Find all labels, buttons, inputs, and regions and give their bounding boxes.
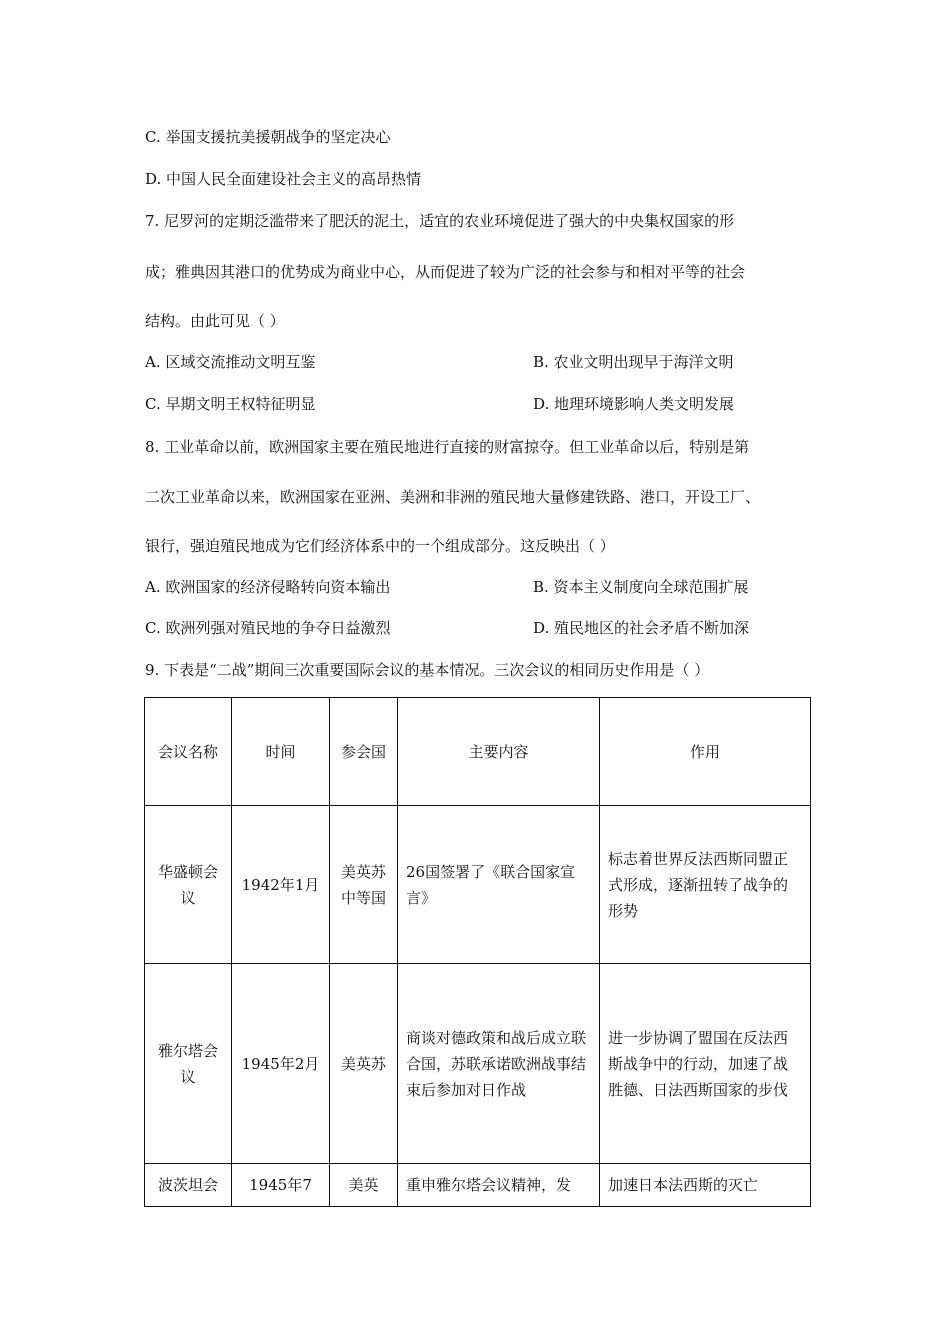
header-name: 会议名称 — [145, 698, 232, 806]
q8-stem-line-3: 银行，强迫殖民地成为它们经济体系中的一个组成部分。这反映出（ ） — [145, 537, 615, 555]
cell-effect: 加速日本法西斯的灭亡 — [600, 1164, 811, 1207]
header-content: 主要内容 — [398, 698, 600, 806]
cell-effect: 进一步协调了盟国在反法西斯战争中的行动，加速了战胜德、日法西斯国家的步伐 — [600, 964, 811, 1164]
header-countries: 参会国 — [330, 698, 398, 806]
cell-countries: 美英苏 — [330, 964, 398, 1164]
cell-name: 雅尔塔会议 — [145, 964, 232, 1164]
cell-countries: 美英苏中等国 — [330, 806, 398, 964]
cell-time: 1945年7 — [232, 1164, 330, 1207]
q8-option-c: C. 欧洲列强对殖民地的争夺日益激烈 — [145, 619, 391, 637]
q8-stem-line-2: 二次工业革命以来，欧洲国家在亚洲、美洲和非洲的殖民地大量修建铁路、港口，开设工厂、 — [145, 488, 761, 506]
cell-countries: 美英 — [330, 1164, 398, 1207]
q8-stem-line-1: 8. 工业革命以前，欧洲国家主要在殖民地进行直接的财富掠夺。但工业革命以后，特别是第 — [145, 438, 750, 456]
q7-stem-line-3: 结构。由此可见（ ） — [145, 312, 285, 330]
q7-option-a: A. 区域交流推动文明互鉴 — [145, 353, 316, 371]
q7-stem-line-2: 成；雅典因其港口的优势成为商业中心，从而促进了较为广泛的社会参与和相对平等的社会 — [145, 263, 746, 281]
q7-stem-line-1: 7. 尼罗河的定期泛滥带来了肥沃的泥土，适宜的农业环境促进了强大的中央集权国家的形 — [145, 212, 735, 230]
table-row — [145, 806, 811, 964]
q6-option-d: D. 中国人民全面建设社会主义的高昂热情 — [145, 170, 422, 188]
q7-option-d: D. 地理环境影响人类文明发展 — [533, 395, 735, 413]
q9-stem: 9. 下表是“二战”期间三次重要国际会议的基本情况。三次会议的相同历史作用是（ ） — [145, 661, 710, 679]
cell-content: 26国签署了《联合国家宣言》 — [398, 806, 600, 964]
table-header-row — [145, 698, 811, 806]
cell-name: 波茨坦会 — [145, 1164, 232, 1207]
header-effect: 作用 — [600, 698, 811, 806]
q6-option-c: C. 举国支援抗美援朝战争的坚定决心 — [145, 128, 391, 146]
cell-content: 重申雅尔塔会议精神，发 — [398, 1164, 600, 1207]
conference-table — [144, 697, 811, 1207]
q8-option-b: B. 资本主义制度向全球范围扩展 — [533, 578, 749, 596]
table-row — [145, 1164, 811, 1207]
table-row — [145, 964, 811, 1164]
header-time: 时间 — [232, 698, 330, 806]
q8-option-a: A. 欧洲国家的经济侵略转向资本输出 — [145, 578, 391, 596]
cell-time: 1945年2月 — [232, 964, 330, 1164]
q7-option-b: B. 农业文明出现早于海洋文明 — [533, 353, 734, 371]
cell-content: 商谈对德政策和战后成立联合国，苏联承诺欧洲战事结束后参加对日作战 — [398, 964, 600, 1164]
q8-option-d: D. 殖民地区的社会矛盾不断加深 — [533, 619, 750, 637]
cell-name: 华盛顿会议 — [145, 806, 232, 964]
q7-option-c: C. 早期文明王权特征明显 — [145, 395, 316, 413]
cell-time: 1942年1月 — [232, 806, 330, 964]
cell-effect: 标志着世界反法西斯同盟正式形成，逐渐扭转了战争的形势 — [600, 806, 811, 964]
